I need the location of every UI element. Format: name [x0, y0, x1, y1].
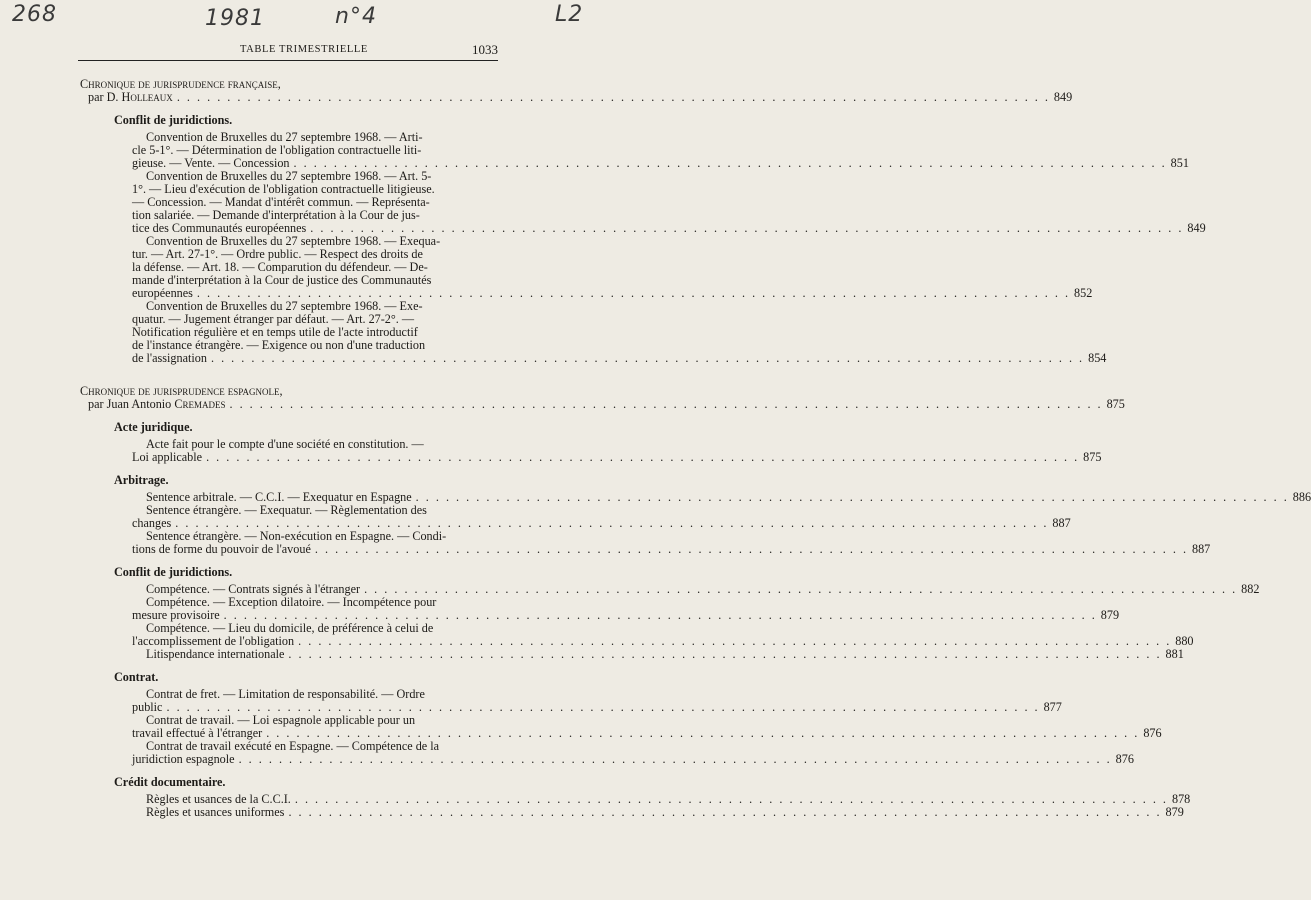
- toc-entry: [132, 621, 1194, 648]
- leader-dots: . . . . . . . . . . . . . . . . . . . . . . . . . . . . . . . . . . . . . . . . . . . . . . . . . . . . . . . . . . . . . . . . . . . . . . . . . . . . . . . . . . . . . . .: [314, 542, 1188, 556]
- entry-line: 1°. — Lieu d'exécution de l'obligation contractuelle litigieuse.: [132, 182, 435, 196]
- leader-dots: . . . . . . . . . . . . . . . . . . . . . . . . . . . . . . . . . . . . . . . . . . . . . . . . . . . . . . . . . . . . . . . . . . . . . . . . . . . . . . . . . . . . . . .: [175, 516, 1049, 530]
- leader-dots: . . . . . . . . . . . . . . . . . . . . . . . . . . . . . . . . . . . . . . . . . . . . . . . . . . . . . . . . . . . . . . . . . . . . . . . . . . . . . . . . . . . . . . .: [229, 397, 1103, 411]
- entry-last-line: [132, 805, 1184, 819]
- entry-page: 879: [1165, 805, 1184, 819]
- entry-page: 876: [1115, 752, 1134, 766]
- section-heading: Chronique de jurisprudence espagnole,: [80, 384, 283, 398]
- entry-page: 852: [1074, 286, 1093, 300]
- author-name: Holleaux: [121, 90, 173, 104]
- entry-page: 875: [1083, 450, 1102, 464]
- entry-line: Sentence arbitrale. — C.C.I. — Exequatur en Espagne: [146, 490, 412, 504]
- entry-line: Convention de Bruxelles du 27 septembre 1968. — Art. 5-: [146, 169, 432, 183]
- group-title: Conflit de juridictions.: [114, 565, 233, 579]
- toc-entry: [132, 713, 1162, 740]
- leader-dots: . . . . . . . . . . . . . . . . . . . . . . . . . . . . . . . . . . . . . . . . . . . . . . . . . . . . . . . . . . . . . . . . . . . . . . . . . . . . . . . . . . . . . . .: [288, 647, 1162, 661]
- entry-line: mesure provisoire: [132, 608, 220, 622]
- toc-entry: [132, 299, 1107, 365]
- toc-entry: [132, 234, 1093, 300]
- entry-last-line: [132, 647, 1184, 661]
- entry-line: Litispendance internationale: [146, 647, 285, 661]
- entry-line: Règles et usances de la C.C.I.: [146, 792, 291, 806]
- entry-line: Compétence. — Lieu du domicile, de préférence à celui de: [146, 621, 434, 635]
- toc-entry: [132, 805, 1184, 819]
- entry-line: de l'instance étrangère. — Exigence ou non d'une traduction: [132, 338, 426, 352]
- leader-dots: . . . . . . . . . . . . . . . . . . . . . . . . . . . . . . . . . . . . . . . . . . . . . . . . . . . . . . . . . . . . . . . . . . . . . . . . . . . . . . . . . . . . . . .: [364, 582, 1238, 596]
- toc-entry: [132, 503, 1071, 530]
- entry-page: 876: [1143, 726, 1162, 740]
- section-author: [88, 398, 225, 411]
- section-gap: [80, 365, 498, 385]
- table-of-contents: [80, 77, 1311, 819]
- section-page: 875: [1106, 397, 1125, 411]
- entry-line: Convention de Bruxelles du 27 septembre 1968. — Arti-: [146, 130, 423, 144]
- leader-dots: . . . . . . . . . . . . . . . . . . . . . . . . . . . . . . . . . . . . . . . . . . . . . . . . . . . . . . . . . . . . . . . . . . . . . . . . . . . . . . . . . . . . . . .: [294, 792, 1168, 806]
- entry-line: — Concession. — Mandat d'intérêt commun. — Représenta-: [132, 195, 430, 209]
- entry-line: Contrat de fret. — Limitation de responsabilité. — Ordre: [146, 687, 425, 701]
- entry-line: Règles et usances uniformes: [146, 805, 285, 819]
- entry-page: 878: [1171, 792, 1191, 806]
- running-title: TABLE TRIMESTRIELLE: [240, 44, 368, 55]
- entry-line: travail effectué à l'étranger: [132, 726, 263, 740]
- section-author-row: [88, 90, 1073, 104]
- entry-line: Sentence étrangère. — Non-exécution en Espagne. — Condi-: [146, 529, 447, 543]
- entry-line: gieuse. — Vente. — Concession: [132, 156, 290, 170]
- leader-dots: . . . . . . . . . . . . . . . . . . . . . . . . . . . . . . . . . . . . . . . . . . . . . . . . . . . . . . . . . . . . . . . . . . . . . . . . . . . . . . . . . . . . . . .: [415, 490, 1289, 504]
- toc-entry: [132, 647, 1184, 661]
- entry-line: tice des Communautés européennes: [132, 221, 307, 235]
- entry-page: 887: [1052, 516, 1071, 530]
- toc-entry: [132, 595, 1120, 622]
- entry-line: tur. — Art. 27-1°. — Ordre public. — Respect des droits de: [132, 247, 423, 261]
- entry-line: Loi applicable: [132, 450, 203, 464]
- toc-entry: [132, 687, 1062, 714]
- entry-page: 881: [1165, 647, 1184, 661]
- group-title: Arbitrage.: [114, 473, 169, 487]
- entry-line: juridiction espagnole: [132, 752, 235, 766]
- entry-line: cle 5-1°. — Détermination de l'obligation contractuelle liti-: [132, 143, 422, 157]
- entry-line: européennes: [132, 286, 193, 300]
- section-author: [88, 91, 173, 104]
- entry-line: Sentence étrangère. — Exequatur. — Règlementation des: [146, 503, 427, 517]
- entry-line: Compétence. — Exception dilatoire. — Incompétence pour: [146, 595, 437, 609]
- group-title: Conflit de juridictions.: [114, 113, 233, 127]
- header-rule: [78, 60, 498, 61]
- entry-line: public: [132, 700, 163, 714]
- section-heading: Chronique de jurisprudence française,: [80, 77, 281, 91]
- leader-dots: . . . . . . . . . . . . . . . . . . . . . . . . . . . . . . . . . . . . . . . . . . . . . . . . . . . . . . . . . . . . . . . . . . . . . . . . . . . . . . . . . . . . . . .: [266, 726, 1140, 740]
- leader-dots: . . . . . . . . . . . . . . . . . . . . . . . . . . . . . . . . . . . . . . . . . . . . . . . . . . . . . . . . . . . . . . . . . . . . . . . . . . . . . . . . . . . . . . .: [176, 90, 1050, 104]
- leader-dots: . . . . . . . . . . . . . . . . . . . . . . . . . . . . . . . . . . . . . . . . . . . . . . . . . . . . . . . . . . . . . . . . . . . . . . . . . . . . . . . . . . . . . . .: [298, 634, 1172, 648]
- leader-dots: . . . . . . . . . . . . . . . . . . . . . . . . . . . . . . . . . . . . . . . . . . . . . . . . . . . . . . . . . . . . . . . . . . . . . . . . . . . . . . . . . . . . . . .: [288, 805, 1162, 819]
- entry-line: changes: [132, 516, 172, 530]
- entry-line: Convention de Bruxelles du 27 septembre 1968. — Exe-: [146, 299, 423, 313]
- entry-line: Contrat de travail. — Loi espagnole applicable pour un: [146, 713, 416, 727]
- section-author-row: [88, 397, 1125, 411]
- leader-dots: . . . . . . . . . . . . . . . . . . . . . . . . . . . . . . . . . . . . . . . . . . . . . . . . . . . . . . . . . . . . . . . . . . . . . . . . . . . . . . . . . . . . . . .: [293, 156, 1167, 170]
- toc-entry: [132, 529, 1211, 556]
- toc-entry: [132, 169, 1206, 235]
- author-prefix: par Juan Antonio: [88, 397, 175, 411]
- entry-last-line: [132, 752, 1134, 766]
- entry-last-line: [132, 542, 1211, 556]
- entry-page: 880: [1175, 634, 1194, 648]
- entry-last-line: [132, 351, 1107, 365]
- author-prefix: par D.: [88, 90, 122, 104]
- handwritten-note-2: 1981: [205, 6, 265, 31]
- entry-line: Compétence. — Contrats signés à l'étranger: [146, 582, 361, 596]
- toc-entry: [132, 437, 1102, 464]
- entry-line: Convention de Bruxelles du 27 septembre 1968. — Exequa-: [146, 234, 441, 248]
- toc-entry: [132, 130, 1189, 170]
- entry-page: 849: [1187, 221, 1206, 235]
- leader-dots: . . . . . . . . . . . . . . . . . . . . . . . . . . . . . . . . . . . . . . . . . . . . . . . . . . . . . . . . . . . . . . . . . . . . . . . . . . . . . . . . . . . . . . .: [310, 221, 1184, 235]
- handwritten-note-1: 268: [12, 2, 57, 27]
- entry-line: de l'assignation: [132, 351, 207, 365]
- handwritten-note-3: n°4: [335, 4, 377, 29]
- entry-page: 879: [1100, 608, 1120, 622]
- group-title: Contrat.: [114, 670, 159, 684]
- page-number: 1033: [472, 42, 498, 57]
- entry-line: quatur. — Jugement étranger par défaut. — Art. 27-2°. —: [132, 312, 415, 326]
- handwritten-note-4: L2: [555, 2, 584, 27]
- entry-last-line: [132, 450, 1102, 464]
- leader-dots: . . . . . . . . . . . . . . . . . . . . . . . . . . . . . . . . . . . . . . . . . . . . . . . . . . . . . . . . . . . . . . . . . . . . . . . . . . . . . . . . . . . . . . .: [206, 450, 1080, 464]
- author-name: Cremades: [174, 397, 226, 411]
- entry-line: mande d'interprétation à la Cour de justice des Communautés: [132, 273, 432, 287]
- running-header: [78, 42, 498, 60]
- toc-entry: [132, 739, 1134, 766]
- entry-line: tion salariée. — Demande d'interprétation à la Cour de jus-: [132, 208, 420, 222]
- entry-page: 882: [1241, 582, 1260, 596]
- entry-page: 877: [1043, 700, 1062, 714]
- group-title: Acte juridique.: [114, 420, 193, 434]
- entry-line: tions de forme du pouvoir de l'avoué: [132, 542, 311, 556]
- entry-page: 887: [1191, 542, 1211, 556]
- leader-dots: . . . . . . . . . . . . . . . . . . . . . . . . . . . . . . . . . . . . . . . . . . . . . . . . . . . . . . . . . . . . . . . . . . . . . . . . . . . . . . . . . . . . . . .: [223, 608, 1097, 622]
- leader-dots: . . . . . . . . . . . . . . . . . . . . . . . . . . . . . . . . . . . . . . . . . . . . . . . . . . . . . . . . . . . . . . . . . . . . . . . . . . . . . . . . . . . . . . .: [210, 351, 1085, 365]
- group-title: Crédit documentaire.: [114, 775, 226, 789]
- leader-dots: . . . . . . . . . . . . . . . . . . . . . . . . . . . . . . . . . . . . . . . . . . . . . . . . . . . . . . . . . . . . . . . . . . . . . . . . . . . . . . . . . . . . . . .: [238, 752, 1112, 766]
- section-page: 849: [1053, 90, 1073, 104]
- leader-dots: . . . . . . . . . . . . . . . . . . . . . . . . . . . . . . . . . . . . . . . . . . . . . . . . . . . . . . . . . . . . . . . . . . . . . . . . . . . . . . . . . . . . . . .: [166, 700, 1040, 714]
- entry-line: Acte fait pour le compte d'une société en constitution. —: [146, 437, 424, 451]
- entry-page: 851: [1170, 156, 1189, 170]
- entry-page: 886: [1292, 490, 1311, 504]
- entry-line: Contrat de travail exécuté en Espagne. — Compétence de la: [146, 739, 440, 753]
- entry-line: la défense. — Art. 18. — Comparution du défendeur. — De-: [132, 260, 428, 274]
- entry-page: 854: [1088, 351, 1107, 365]
- entry-line: l'accomplissement de l'obligation: [132, 634, 295, 648]
- leader-dots: . . . . . . . . . . . . . . . . . . . . . . . . . . . . . . . . . . . . . . . . . . . . . . . . . . . . . . . . . . . . . . . . . . . . . . . . . . . . . . . . . . . . . . .: [196, 286, 1071, 300]
- entry-line: Notification régulière et en temps utile de l'acte introductif: [132, 325, 418, 339]
